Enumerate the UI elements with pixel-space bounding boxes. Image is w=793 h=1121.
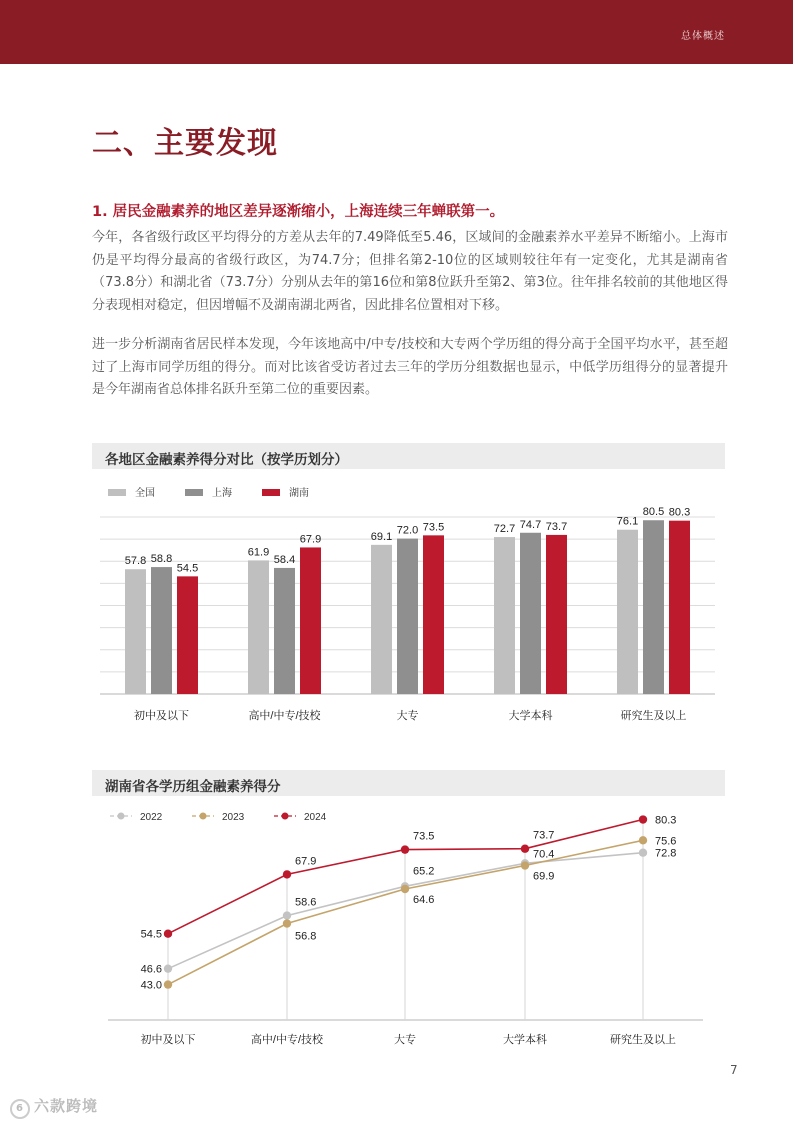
point-2022-2: [283, 911, 291, 919]
bar-湖南-2: [300, 547, 321, 694]
bar-上海-3: [397, 539, 418, 694]
bar-上海-5: [643, 520, 664, 694]
data-label: 46.6: [140, 963, 162, 976]
bar-湖南-5: [669, 521, 690, 694]
data-label: 80.3: [668, 506, 691, 519]
data-label: 73.5: [413, 830, 435, 843]
bar-上海-4: [520, 533, 541, 694]
x-tick-label: 大学本科: [503, 1034, 547, 1046]
data-label: 58.4: [273, 553, 296, 566]
point-2023-4: [521, 861, 529, 869]
bar-全国-5: [617, 530, 638, 694]
bar-chart-title: 各地区金融素养得分对比（按学历划分）: [105, 452, 348, 468]
point-2023-3: [401, 885, 409, 893]
point-2022-5: [639, 849, 647, 857]
legend-label-全国: 全国: [135, 488, 155, 499]
x-tick-label: 初中及以下: [134, 710, 189, 722]
x-tick-label: 研究生及以上: [620, 710, 687, 722]
line-chart: [0, 800, 793, 1050]
legend-label-2023: 2023: [222, 812, 245, 823]
bar-chart-header: [92, 443, 725, 469]
watermark-logo-icon: 6: [10, 1099, 30, 1119]
line-chart-title: 湖南省各学历组金融素养得分: [105, 779, 281, 795]
legend-label-湖南: 湖南: [289, 488, 309, 499]
legend-swatch-全国: [108, 489, 126, 496]
point-2024-1: [164, 930, 172, 938]
data-label: 61.9: [247, 546, 270, 559]
page-title: 二、主要发现: [92, 126, 278, 161]
data-label: 74.7: [519, 518, 542, 531]
data-label: 72.8: [655, 847, 677, 860]
page-number: 7: [730, 1063, 738, 1077]
header-bar: [0, 0, 793, 64]
data-label: 65.2: [413, 865, 435, 878]
data-label: 58.8: [150, 553, 173, 566]
point-2024-3: [401, 845, 409, 853]
bar-chart: [0, 475, 793, 730]
point-2023-5: [639, 836, 647, 844]
bar-上海-1: [151, 567, 172, 694]
data-label: 54.5: [176, 562, 199, 575]
legend-swatch-上海: [185, 489, 203, 496]
section-label: 总体概述: [681, 31, 725, 42]
point-2023-2: [283, 919, 291, 927]
x-tick-label: 高中/中专/技校: [248, 710, 321, 722]
paragraph-1: 今年，各省级行政区平均得分的方差从去年的7.49降低至5.46，区域间的金融素养水平差异不断缩小。上海市仍是平均得分最高的省级行政区，为74.7分；但排名第2-10位的区域则较往年有一定变化，尤其是湖南省（73.8分）和湖北省（73.7分）分别从去年的第16位和第8位跃升至第2、第3位。往年排名较前的其他地区得分表现相对稳定，但因增幅不及湖南湖北两省，因此排名位置相对下移。: [92, 230, 728, 313]
data-label: 73.7: [533, 829, 555, 842]
point-2024-5: [639, 815, 647, 823]
x-tick-label: 研究生及以上: [610, 1034, 676, 1046]
data-label: 80.5: [642, 506, 665, 519]
point-2024-2: [283, 870, 291, 878]
line-chart-header: [92, 770, 725, 796]
x-tick-label: 大专: [396, 710, 419, 722]
data-label: 64.6: [413, 894, 435, 907]
data-label: 58.6: [295, 896, 317, 909]
legend-swatch-湖南: [262, 489, 280, 496]
bar-湖南-1: [177, 576, 198, 694]
data-label: 73.5: [422, 521, 445, 534]
bar-湖南-4: [546, 535, 567, 694]
bar-全国-1: [125, 569, 146, 694]
data-label: 69.1: [370, 530, 393, 543]
data-label: 69.9: [533, 870, 555, 883]
data-label: 72.0: [396, 524, 419, 537]
bar-全国-4: [494, 537, 515, 694]
x-tick-label: 大学本科: [508, 710, 553, 722]
data-label: 43.0: [140, 979, 162, 992]
bar-湖南-3: [423, 535, 444, 694]
data-label: 67.9: [299, 533, 322, 546]
data-label: 56.8: [295, 930, 317, 943]
legend-label-2022: 2022: [140, 812, 163, 823]
point-2024-4: [521, 845, 529, 853]
data-label: 73.7: [545, 520, 568, 533]
data-label: 80.3: [655, 814, 677, 827]
legend-marker-2022: [118, 813, 125, 820]
watermark-text: 六款跨境: [34, 1097, 99, 1115]
point-2022-1: [164, 964, 172, 972]
paragraph-2: 进一步分析湖南省居民样本发现，今年该地高中/中专/技校和大专两个学历组的得分高于全国平均水平，甚至超过了上海市同学历组的得分。而对比该省受访者过去三年的学历分组数据也显示，中低学历组得分的显著提升是今年湖南省总体排名跃升至第二位的重要因素。: [92, 337, 728, 398]
bar-全国-3: [371, 545, 392, 694]
point-2023-1: [164, 980, 172, 988]
data-label: 72.7: [493, 523, 516, 536]
bar-全国-2: [248, 560, 269, 694]
data-label: 54.5: [140, 928, 162, 941]
legend-label-2024: 2024: [304, 812, 327, 823]
data-label: 70.4: [533, 848, 555, 861]
data-label: 67.9: [295, 855, 317, 868]
bar-上海-2: [274, 568, 295, 694]
legend-label-上海: 上海: [212, 488, 232, 499]
x-tick-label: 高中/中专/技校: [250, 1034, 324, 1046]
x-tick-label: 大专: [394, 1034, 416, 1046]
data-label: 75.6: [655, 835, 677, 848]
x-tick-label: 初中及以下: [140, 1034, 196, 1046]
watermark: [10, 1095, 98, 1119]
finding-heading: 1. 居民金融素养的地区差异逐渐缩小，上海连续三年蝉联第一。: [92, 204, 505, 220]
data-label: 57.8: [124, 555, 147, 568]
legend-marker-2023: [200, 813, 207, 820]
data-label: 76.1: [616, 515, 639, 528]
legend-marker-2024: [282, 813, 289, 820]
